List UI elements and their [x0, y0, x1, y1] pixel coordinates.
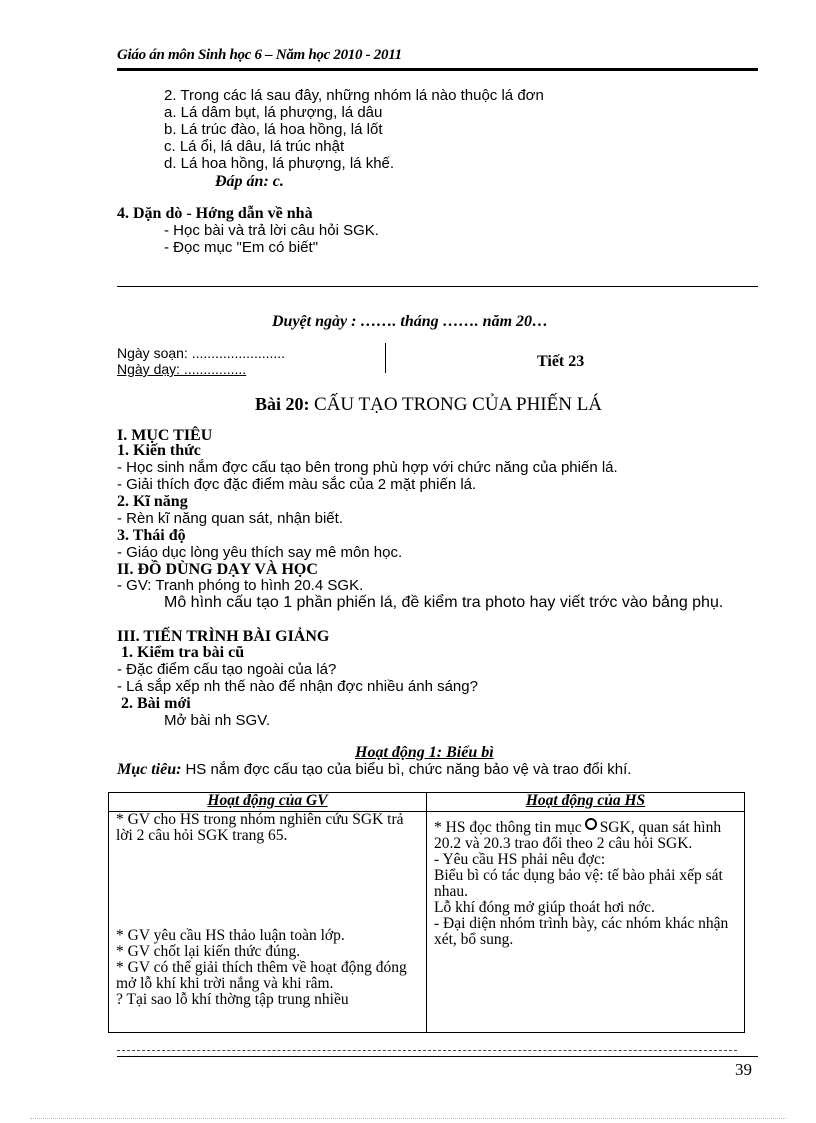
header-teacher: Hoạt động của GV — [109, 793, 427, 812]
activity-goal-text: HS nắm đợc cấu tạo của biểu bì, chức năng bảo vệ và trao đổi khí. — [185, 761, 632, 778]
circle-icon — [585, 818, 597, 830]
review-item: - Đặc điểm cấu tạo ngoài của lá? — [117, 661, 337, 678]
section-objectives-title: I. MỤC TIÊU — [117, 427, 213, 444]
approval-line: Duyệt ngày : ……. tháng ……. năm 20… — [272, 313, 549, 330]
footer-rule — [117, 1056, 758, 1057]
subsection-new-lesson: 2. Bài mới — [121, 695, 191, 712]
review-item: - Lá sắp xếp nh thế nào để nhận đợc nhiều ánh sáng? — [117, 678, 478, 695]
homework-item: - Học bài và trả lời câu hỏi SGK. — [164, 222, 379, 239]
page-bottom-border — [30, 1118, 786, 1119]
section-materials-title: II. ĐỒ DÙNG DẠY VÀ HỌC — [117, 561, 318, 578]
preparation-date: Ngày soạn: ........................ — [117, 345, 286, 361]
teacher-step: * GV yêu cầu HS thảo luận toàn lớp. — [116, 927, 345, 944]
quiz-option-a: a. Lá dâm bụt, lá phượng, lá dâu — [164, 104, 383, 121]
lesson-name: CẤU TẠO TRONG CỦA PHIẾN LÁ — [314, 394, 603, 415]
footer-dashed-line — [117, 1050, 737, 1051]
homework-title: 4. Dặn dò - Hớng dẫn về nhà — [117, 205, 313, 222]
teacher-step: ? Tại sao lỗ khí thờng tập trung nhiều — [116, 991, 349, 1008]
lesson-number: Bài 20: — [255, 394, 310, 414]
quiz-option-d: d. Lá hoa hồng, lá phượng, lá khế. — [164, 155, 395, 172]
knowledge-item: - Học sinh nắm đợc cấu tạo bên trong phù hợp với chức năng của phiến lá. — [117, 459, 618, 476]
new-lesson-text: Mở bài nh SGV. — [164, 712, 271, 729]
header-student: Hoạt động của HS — [427, 793, 745, 812]
quiz-question: 2. Trong các lá sau đây, những nhóm lá nào thuộc lá đơn — [164, 87, 544, 104]
section-separator — [117, 286, 758, 287]
teacher-step: * GV cho HS trong nhóm nghiên cứu SGK trả lời 2 câu hỏi SGK trang 65. — [116, 811, 404, 844]
page-number: 39 — [735, 1060, 752, 1079]
quiz-option-c: c. Lá ổi, lá dâu, lá trúc nhật — [164, 138, 345, 155]
student-step: Biểu bì có tác dụng bảo vệ: tế bào phải xếp sát nhau. — [434, 867, 723, 900]
student-step: - Yêu cầu HS phải nêu đợc: — [434, 851, 606, 868]
lesson-title — [255, 396, 602, 413]
quiz-answer: Đáp án: c. — [215, 173, 284, 190]
student-step: - Đại diện nhóm trình bày, các nhóm khác nhận xét, bổ sung. — [434, 915, 729, 948]
skills-item: - Rèn kĩ năng quan sát, nhận biết. — [117, 510, 343, 527]
student-step — [434, 818, 737, 852]
activity-table — [108, 792, 745, 1033]
student-step-text: SGK, quan sát hình 20.2 và 20.3 trao đổi theo 2 câu hỏi SGK. — [434, 819, 722, 852]
knowledge-item: - Giải thích đợc đặc điểm màu sắc của 2 mặt phiến lá. — [117, 476, 477, 493]
teacher-cell — [109, 812, 427, 1033]
section-procedure-title: III. TIẾN TRÌNH BÀI GIẢNG — [117, 628, 330, 645]
teaching-date: Ngày dạy: ................ — [117, 361, 247, 377]
materials-line: - GV: Tranh phóng to hình 20.4 SGK. — [117, 577, 364, 594]
student-step: Lỗ khí đóng mở giúp thoát hơi nớc. — [434, 899, 655, 916]
meta-divider — [385, 343, 386, 373]
teacher-step: * GV có thể giải thích thêm về hoạt động đóng mở lỗ khí khi trời nắng và khi râm. — [116, 959, 407, 992]
student-step-text: * HS đọc thông tin mục — [434, 819, 582, 836]
subsection-attitude: 3. Thái độ — [117, 527, 186, 544]
activity-title: Hoạt động 1: Biểu bì — [355, 744, 494, 761]
teacher-step: * GV chốt lại kiến thức đúng. — [116, 943, 301, 960]
student-cell — [427, 812, 745, 1033]
activity-goal — [117, 761, 631, 778]
homework-item: - Đọc mục "Em có biết" — [164, 239, 319, 256]
activity-goal-label: Mục tiêu: — [117, 761, 182, 778]
header-rule — [117, 68, 758, 71]
attitude-item: - Giáo dục lòng yêu thích say mê môn học. — [117, 544, 403, 561]
table-row — [109, 812, 745, 1033]
table-header-row — [109, 793, 745, 812]
materials-line: Mô hình cấu tạo 1 phần phiến lá, đề kiểm tra photo hay viết trớc vào bảng phụ. — [164, 594, 724, 611]
period-number: Tiết 23 — [537, 353, 585, 370]
page-header-title: Giáo án môn Sinh học 6 – Năm học 2010 - 2011 — [117, 47, 402, 63]
subsection-knowledge: 1. Kiến thức — [117, 442, 201, 459]
subsection-review: 1. Kiểm tra bài cũ — [121, 644, 245, 661]
quiz-option-b: b. Lá trúc đào, lá hoa hồng, lá lốt — [164, 121, 383, 138]
subsection-skills: 2. Kĩ năng — [117, 493, 188, 510]
